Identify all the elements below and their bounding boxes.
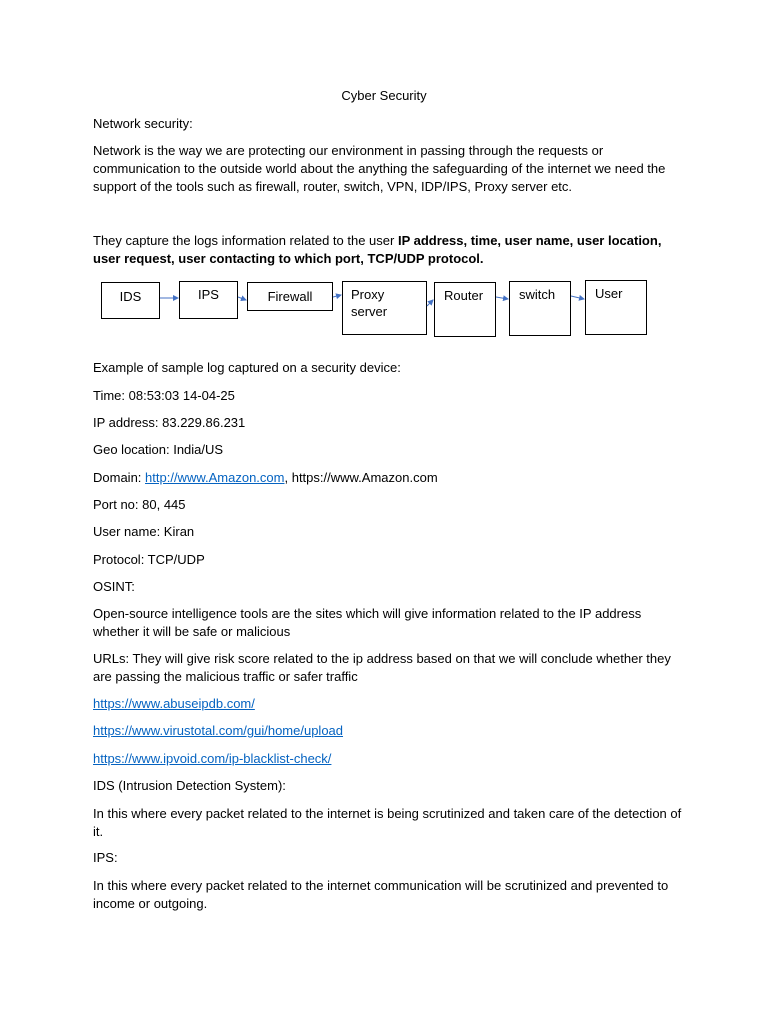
flow-box-label: switch: [519, 287, 556, 302]
flow-arrow: [333, 295, 341, 297]
log-port: Port no: 80, 445: [93, 497, 186, 512]
log-domain: [93, 469, 683, 487]
flow-box-label: User: [595, 286, 623, 301]
log-ip-address: IP address: 83.229.86.231: [93, 415, 246, 430]
ips-paragraph: In this where every packet related to the internet communication will be scrutinized and prevented to income or outgoing.: [93, 878, 669, 911]
logs-bold-fields: IP address, time, user name, user location, user request, user contacting to which port, TCP/UDP protocol.: [93, 233, 662, 266]
flow-box-firewall: [247, 282, 333, 311]
flow-arrow: [427, 300, 433, 306]
flow-box-label: Router: [444, 288, 484, 303]
log-protocol: Protocol: TCP/UDP: [93, 552, 205, 567]
osint-heading: OSINT:: [93, 579, 135, 594]
flow-box-label: Firewall: [267, 289, 313, 304]
domain-prefix: Domain:: [93, 470, 146, 485]
amazon-link[interactable]: http://www.Amazon.com: [145, 470, 285, 485]
flow-box-ips: [179, 281, 238, 319]
ids-heading: IDS (Intrusion Detection System):: [93, 778, 286, 793]
ipvoid-link-line: [93, 750, 683, 768]
flow-box-label: IPS: [198, 287, 219, 302]
domain-suffix: , https://www.Amazon.com: [284, 470, 438, 485]
flow-arrow: [571, 296, 584, 299]
network-security-heading: Network security:: [93, 116, 193, 131]
virustotal-link-line: [93, 722, 683, 740]
flow-box-ids: [101, 282, 160, 319]
log-user-name: User name: Kiran: [93, 524, 195, 539]
flow-box-proxy-server: [342, 281, 427, 335]
abuseipdb-link[interactable]: https://www.abuseipdb.com/: [93, 696, 255, 711]
ips-heading: IPS:: [93, 850, 118, 865]
log-geo-location: Geo location: India/US: [93, 442, 224, 457]
flow-arrow: [238, 297, 246, 300]
flow-box-label: IDS: [119, 289, 142, 304]
logs-prefix: They capture the logs information related to the user: [93, 233, 398, 248]
flow-arrow: [496, 297, 508, 299]
flow-box-user: [585, 280, 647, 335]
sample-log-heading: Example of sample log captured on a security device:: [93, 360, 401, 375]
ipvoid-link[interactable]: https://www.ipvoid.com/ip-blacklist-check/: [93, 751, 332, 766]
document-title: Cyber Security: [341, 88, 427, 103]
logs-paragraph: [93, 232, 683, 268]
urls-paragraph: URLs: They will give risk score related to the ip address based on that we will conclude whether they are passing the malicious traffic or safer traffic: [93, 651, 671, 684]
osint-paragraph: Open-source intelligence tools are the sites which will give information related to the IP address whether it will be safe or malicious: [93, 606, 642, 639]
network-security-paragraph: Network is the way we are protecting our environment in passing through the requests or communication to the outside world about the anything the safeguarding of the internet we need the support of the tools such as firewall, router, switch, VPN, IDP/IPS, Proxy server etc.: [93, 143, 666, 194]
log-time: Time: 08:53:03 14-04-25: [93, 388, 235, 403]
virustotal-link[interactable]: https://www.virustotal.com/gui/home/upload: [93, 723, 344, 738]
ids-paragraph: In this where every packet related to the internet is being scrutinized and taken care of the detection of it.: [93, 806, 682, 839]
flow-box-router: [434, 282, 496, 337]
flow-box-label: Proxy server: [351, 287, 388, 319]
abuseipdb-link-line: [93, 695, 683, 713]
flow-box-switch: [509, 281, 571, 336]
